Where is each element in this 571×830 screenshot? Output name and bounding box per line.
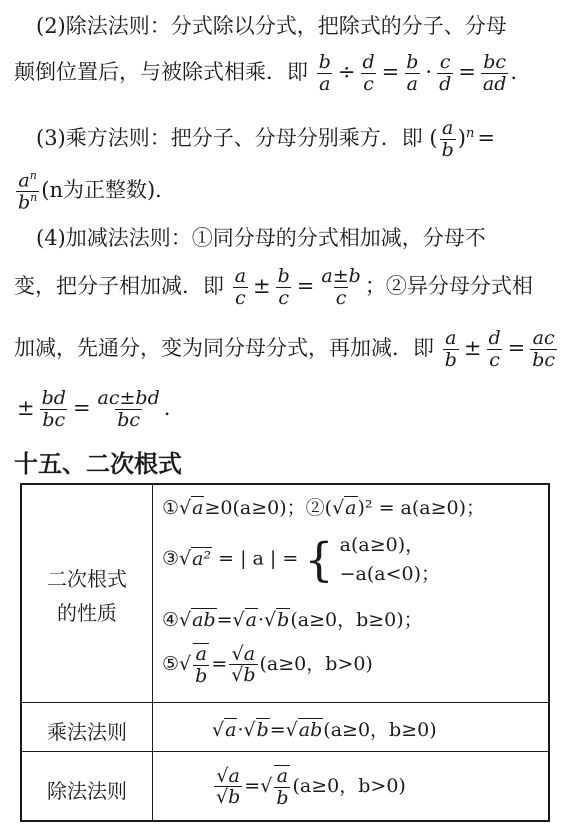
row-label-division: 除法法则: [47, 779, 127, 803]
para-3-line-1: (3)乘方法则：把分子、分母分别乘方．即 ( $\frac{a}{b}$ )$^n$ =: [36, 117, 495, 161]
para-4-text-a: 变，把分子相加减．即: [14, 273, 224, 298]
property-1: ①√a≥0(a≥0)；②(√a)² = a(a≥0)；: [162, 497, 486, 519]
multiplication-rule: √a·√b=√ab(a≥0，b≥0): [212, 719, 437, 741]
formula-fraction: $\frac{a\pm b}{c}$: [321, 265, 361, 309]
formula-fraction: $\frac{ac\pm bd}{bc}$: [97, 387, 160, 431]
property-3: ③√a² = | a | = { a(a≥0)， −a(a<0)；: [162, 532, 441, 587]
property-5: ⑤√ $\frac{a}{b}$ = $\frac{√a}{√b}$ (a≥0，b>0): [162, 642, 373, 687]
radical-properties-table: [20, 483, 550, 822]
row-label-properties-b: 的性质: [57, 601, 117, 625]
para-2-line-2: 颠倒位置后，与被除式相乘．即 $\frac{b}{a}$ ÷ $\frac{d}{c}$ = $\frac{b}{a}$ · $\frac{c}{d}$ = $\frac{bc}{ad}$ .: [14, 51, 518, 95]
para-4-line-3: 加减，先通分，变为同分母分式，再加减．即 $\frac{a}{b}$ ± $\frac{d}{c}$ = $\frac{ac}{bc}$: [14, 327, 556, 371]
section-title: 十五、二次根式: [14, 450, 182, 478]
formula-fraction: $\frac{c}{d}$: [439, 51, 452, 95]
formula-fraction: $\frac{b}{a}$: [406, 51, 419, 95]
formula-fraction: $\frac{a}{b}$: [276, 765, 289, 809]
formula-fraction: $\frac{d}{c}$: [488, 327, 501, 371]
property-4: ④√ab=√a·√b(a≥0，b≥0)；: [162, 609, 423, 631]
para-3-text: (3)乘方法则：把分子、分母分别乘方．即: [36, 125, 423, 150]
para-3-text-2: (n为正整数)．: [41, 178, 177, 203]
table-divider: [22, 751, 548, 752]
division-rule: $\frac{√a}{√b}$ =√ $\frac{a}{b}$ (a≥0，b>0): [216, 764, 406, 809]
table-divider: [22, 702, 548, 703]
property-3-case-2: −a(a<0)；: [339, 562, 441, 585]
para-4-line-2: 变，把分子相加减．即 $\frac{a}{c}$ ± $\frac{b}{c}$ = $\frac{a\pm b}{c}$ ；②异分母分式相: [14, 265, 533, 309]
formula-fraction: $\frac{ac}{bc}$: [532, 327, 556, 371]
property-1-text-b: )² = a(a≥0)；: [357, 497, 486, 519]
formula-fraction: $\frac{√a}{√b}$: [216, 764, 241, 809]
formula-fraction: $\frac{√a}{√b}$: [231, 642, 256, 687]
formula-fraction: $\frac{a^n}{b^n}$: [18, 169, 38, 214]
property-5-text: (a≥0，b>0): [259, 652, 373, 675]
formula-fraction: $\frac{a}{c}$: [234, 265, 247, 309]
formula-fraction: $\frac{a}{b}$: [441, 117, 454, 161]
row-label-multiplication: 乘法法则: [47, 720, 127, 744]
para-4-text-b: ；②异分母分式相: [364, 273, 533, 298]
division-rule-text: (a≥0，b>0): [292, 774, 406, 797]
property-3-case-1: a(a≥0)，: [339, 534, 425, 556]
multiplication-rule-text: (a≥0，b≥0): [323, 719, 437, 741]
formula-fraction: $\frac{bc}{ad}$: [482, 51, 507, 95]
para-4-line-1: (4)加减法法则：①同分母的分式相加减，分母不: [36, 226, 486, 250]
formula-fraction: $\frac{a}{b}$: [195, 643, 208, 687]
formula-fraction: $\frac{b}{a}$: [318, 51, 331, 95]
row-label-properties-a: 二次根式: [47, 567, 127, 591]
para-2-text: 颠倒位置后，与被除式相乘．即: [14, 59, 308, 84]
para-4-line-4: ± $\frac{bd}{bc}$ = $\frac{ac\pm bd}{bc}$ .: [17, 387, 171, 431]
para-2-line-1: (2)除法法则：分式除以分式，把除式的分子、分母: [36, 14, 507, 38]
property-1-text: (a≥0)；②(: [232, 497, 333, 519]
formula-fraction: $\frac{a}{b}$: [444, 327, 457, 371]
para-4-text-c: 加减，先通分，变为同分母分式，再加减．即: [14, 335, 434, 360]
property-4-text: (a≥0，b≥0)；: [290, 609, 423, 631]
formula-fraction: $\frac{bd}{bc}$: [41, 387, 66, 431]
formula-fraction: $\frac{b}{c}$: [277, 265, 290, 309]
table-divider: [152, 485, 153, 820]
formula-fraction: $\frac{d}{c}$: [362, 51, 375, 95]
para-3-line-2: [14, 170, 571, 213]
